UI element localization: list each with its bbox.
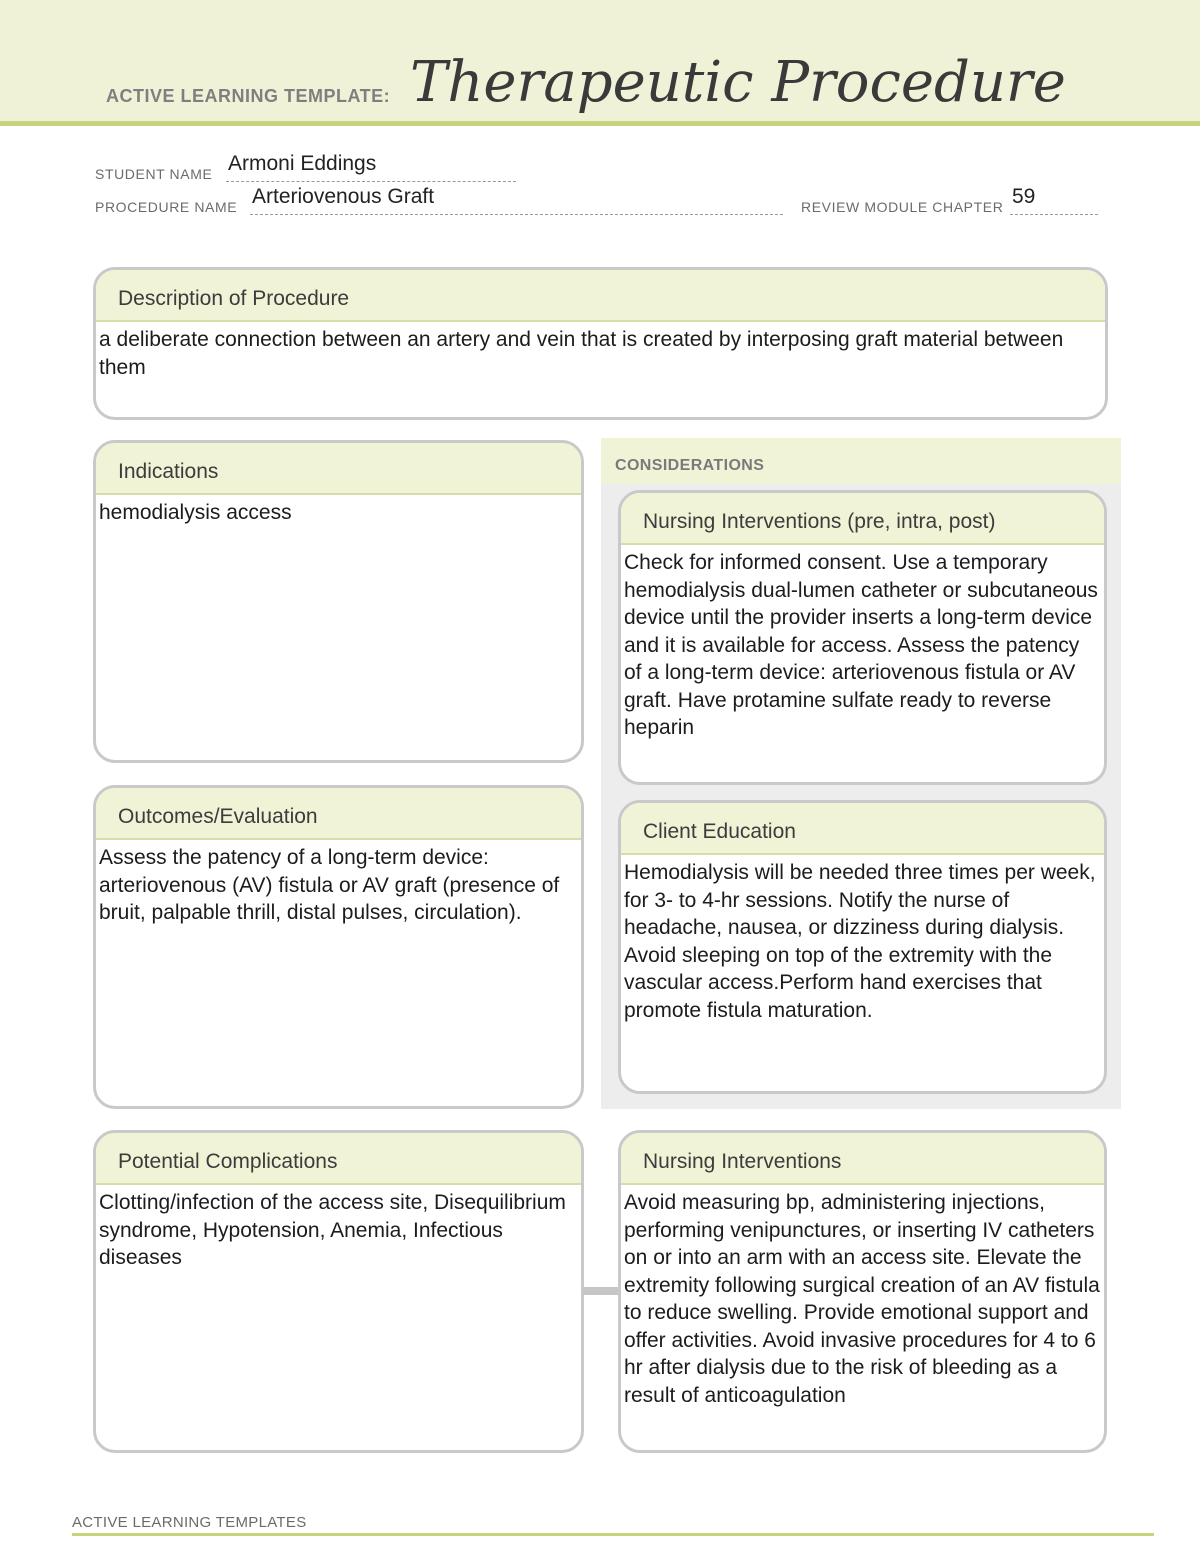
indications-card: [93, 440, 584, 763]
nursing-interventions-text[interactable]: Check for informed consent. Use a temporary hemodialysis dual-lumen catheter or subcutaneous device until the provider inserts a long-term device and it is available for access. Assess the patency of a long-term device: arteriovenous fistula or AV graft. Have protamine sulfate ready to reverse heparin: [624, 551, 1098, 739]
student-name-field[interactable]: Armoni Eddings: [228, 152, 377, 175]
client-education-heading: Client Education: [621, 803, 1104, 855]
complication-interventions-text[interactable]: Avoid measuring bp, administering injections, performing venipunctures, or inserting IV catheters on or into an arm with an access site. Elevate the extremity following surgical creation of an AV fistula to reduce swelling. Provide emotional support and offer activities. Avoid invasive procedures for 4 to 6 hr after dialysis due to the risk of bleeding as a result of anticoagulation: [624, 1191, 1100, 1407]
template-label: ACTIVE LEARNING TEMPLATE:: [106, 86, 391, 106]
description-text[interactable]: a deliberate connection between an artery and vein that is created by interposing graft material between them: [99, 328, 1064, 379]
review-module-field[interactable]: 59: [1012, 185, 1036, 208]
client-education-card: [618, 800, 1107, 1094]
complication-interventions-card: [618, 1130, 1107, 1453]
nursing-interventions-card: [618, 490, 1107, 785]
nursing-interventions-heading: Nursing Interventions (pre, intra, post): [621, 493, 1104, 545]
footer-label: ACTIVE LEARNING TEMPLATES: [72, 1514, 307, 1531]
complications-card: [93, 1130, 584, 1453]
header-divider: [0, 121, 1200, 126]
outcomes-text[interactable]: Assess the patency of a long-term device: arteriovenous (AV) fistula or AV graft (presence of bruit, palpable thrill, distal pulses, circulation).: [99, 846, 560, 924]
page-title: Therapeutic Procedure: [410, 50, 1066, 115]
indications-text[interactable]: hemodialysis access: [99, 501, 292, 524]
student-name-underline: [226, 181, 516, 182]
review-module-label: REVIEW MODULE CHAPTER: [801, 199, 1004, 215]
review-module-underline: [1010, 214, 1098, 215]
client-education-text[interactable]: Hemodialysis will be needed three times per week, for 3- to 4-hr sessions. Notify the nurse of headache, nausea, or dizziness during dialysis. Avoid sleeping on top of the extremity with the vascular access.Perform hand exercises that promote fistula maturation.: [624, 861, 1096, 1022]
description-heading: Description of Procedure: [96, 270, 1105, 322]
procedure-name-underline: [250, 214, 783, 215]
outcomes-heading: Outcomes/Evaluation: [96, 788, 581, 840]
indications-heading: Indications: [96, 443, 581, 495]
considerations-title: CONSIDERATIONS: [615, 457, 765, 474]
complications-text[interactable]: Clotting/infection of the access site, Disequilibrium syndrome, Hypotension, Anemia, Infectious diseases: [99, 1191, 566, 1269]
student-name-label: STUDENT NAME: [95, 166, 213, 182]
complications-connector: [583, 1287, 621, 1295]
procedure-name-field[interactable]: Arteriovenous Graft: [252, 185, 435, 208]
complications-heading: Potential Complications: [96, 1133, 581, 1185]
outcomes-card: [93, 785, 584, 1109]
complication-interventions-heading: Nursing Interventions: [621, 1133, 1104, 1185]
procedure-name-label: PROCEDURE NAME: [95, 199, 238, 215]
description-card: [93, 267, 1108, 420]
footer-divider: [72, 1533, 1154, 1536]
